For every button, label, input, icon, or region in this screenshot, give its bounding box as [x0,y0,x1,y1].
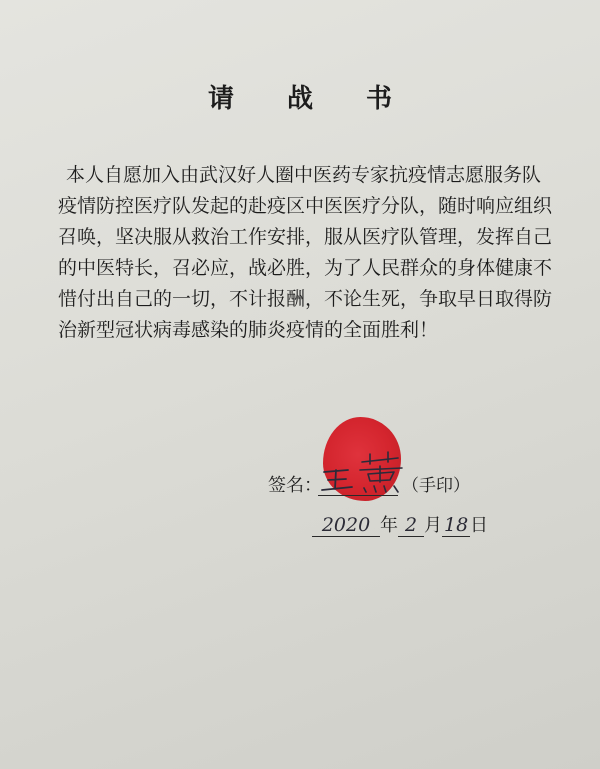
document-body [58,160,558,346]
body-line: 疫情防控医疗队发起的赴疫区中医医疗分队，随时响应组织 [58,195,553,217]
date-day-unit: 日 [470,515,488,536]
date-month-unit: 月 [424,515,442,536]
body-line: 召唤，坚决服从救治工作安排，服从医疗队管理，发挥自己 [58,226,553,248]
signing-date [312,511,488,539]
handwritten-signature [318,448,408,496]
date-month: 2 [398,514,424,537]
signature-underline [318,495,398,496]
handprint-note: （手印） [402,476,470,496]
date-year: 2020 [312,514,380,537]
body-line: 的中医特长，召必应，战必胜，为了人民群众的身体健康不 [58,257,553,279]
date-year-unit: 年 [380,515,398,536]
signature-label: 签名： [268,475,322,496]
document-title: 请 战 书 [207,84,415,114]
body-line: 本人自愿加入由武汉好人圈中医药专家抗疫情志愿服务队 [66,164,542,186]
body-line: 惜付出自己的一切，不计报酬，不论生死，争取早日取得防 [58,288,553,310]
date-day: 18 [444,514,469,536]
body-line: 治新型冠状病毒感染的肺炎疫情的全面胜利！ [58,319,439,341]
